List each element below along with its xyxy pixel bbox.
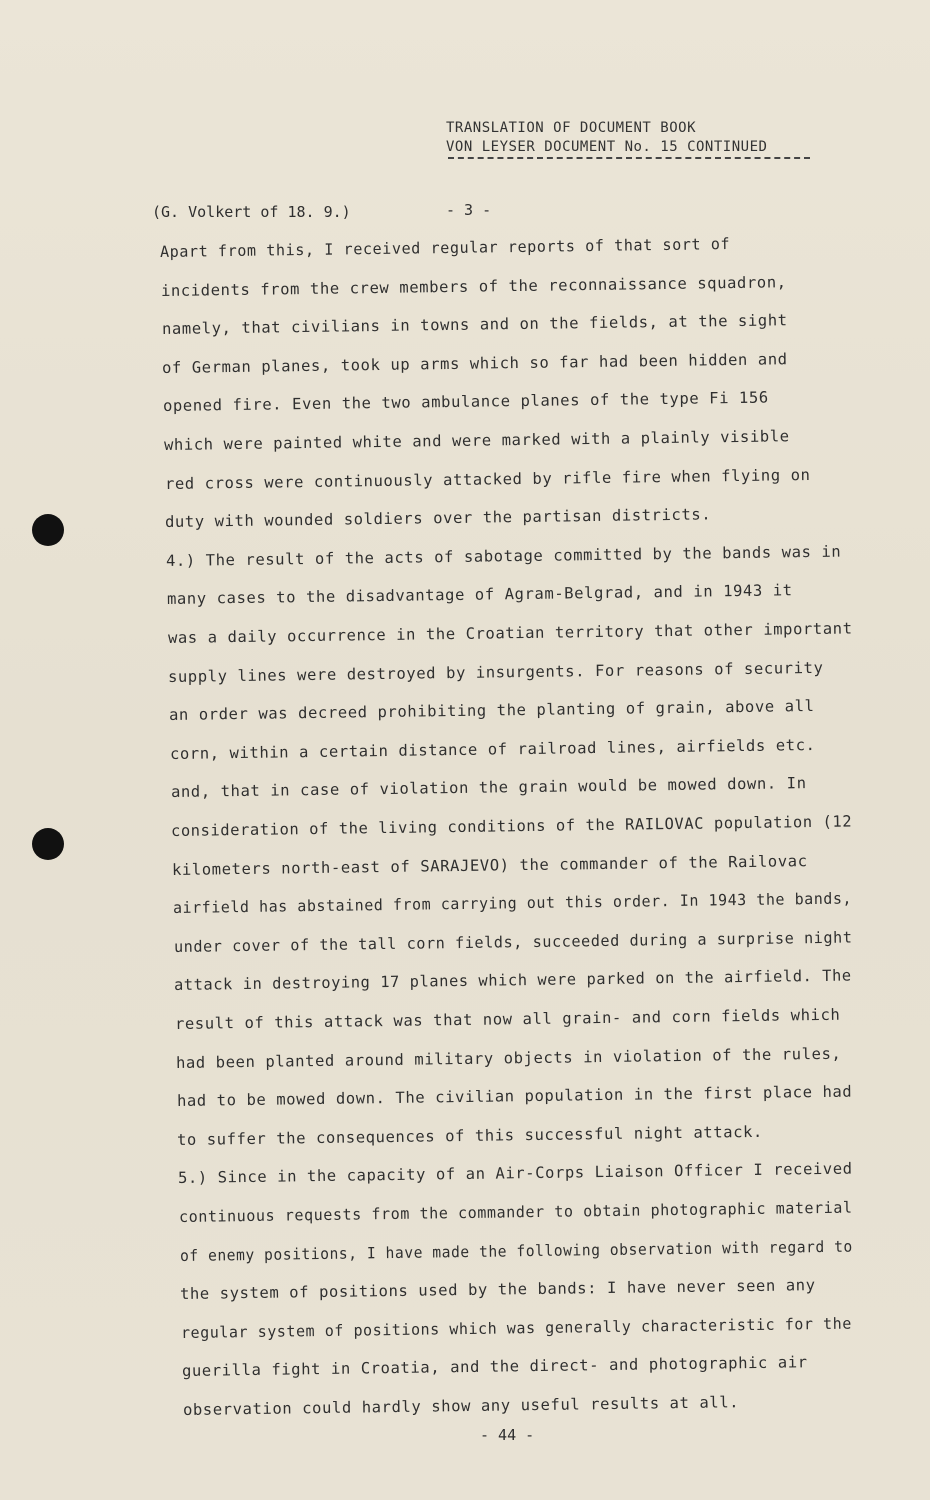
body-line: duty with wounded soldiers over the partisan districts. [165, 505, 712, 532]
body-line: had been planted around military objects in violation of the rules, [175, 1044, 842, 1072]
body-line: 5.) Since in the capacity of an Air-Corps Liaison Officer I received [177, 1159, 853, 1188]
body-line: which were painted white and were marked with a plainly visible [163, 427, 790, 454]
header-title: TRANSLATION OF DOCUMENT BOOK [446, 120, 697, 136]
body-line: under cover of the tall corn fields, succeeded during a surprise night [173, 928, 853, 956]
document-reference: (G. Volkert of 18. 9.) [152, 203, 351, 221]
body-line: namely, that civilians in towns and on the fields, at the sight [161, 311, 788, 339]
body-line: to suffer the consequences of this successful night attack. [177, 1122, 764, 1149]
body-line: consideration of the living conditions of the RAILOVAC population (12 [171, 812, 853, 840]
punch-hole-top [32, 514, 64, 546]
punch-hole-bottom [32, 828, 64, 860]
header-subtitle: VON LEYSER DOCUMENT No. 15 CONTINUED [446, 139, 768, 155]
body-line: airfield has abstained from carrying out this order. In 1943 the bands, [172, 889, 852, 918]
page-marker: - 3 - [446, 201, 492, 219]
body-line: continuous requests from the commander to obtain photographic material [178, 1198, 853, 1226]
body-line: observation could hardly show any useful results at all. [182, 1393, 739, 1419]
body-line: red cross were continuously attacked by rifle fire when flying on [164, 465, 811, 493]
body-line: of enemy positions, I have made the following observation with regard to [179, 1237, 853, 1265]
body-line: and, that in case of violation the grain would be mowed down. In [170, 774, 807, 802]
body-line: opened fire. Even the two ambulance planes of the type Fi 156 [162, 388, 769, 416]
body-line: was a daily occurrence in the Croatian territory that other important [167, 619, 853, 647]
body-line: supply lines were destroyed by insurgents. For reasons of security [168, 658, 824, 686]
body-line: guerilla fight in Croatia, and the direct- and photographic air [181, 1353, 808, 1381]
body-line: result of this attack was that now all grain- and corn fields which [174, 1005, 841, 1033]
body-line: had to be mowed down. The civilian population in the first place had [176, 1082, 852, 1111]
body-line: kilometers north-east of SARAJEVO) the commander of the Railovac [171, 851, 808, 879]
body-line: 4.) The result of the acts of sabotage committed by the bands was in [165, 542, 842, 570]
body-line: Apart from this, I received regular reports of that sort of [159, 235, 731, 261]
body-line: attack in destroying 17 planes which were parked on the airfield. The [174, 966, 853, 995]
header-divider [448, 157, 810, 159]
page-number: - 44 - [480, 1426, 535, 1444]
body-line: many cases to the disadvantage of Agram-Belgrad, and in 1943 it [166, 581, 793, 609]
body-line: of German planes, took up arms which so far had been hidden and [162, 350, 789, 377]
body-line: an order was decreed prohibiting the planting of grain, above all [168, 697, 815, 725]
body-line: corn, within a certain distance of railroad lines, airfields etc. [169, 735, 816, 763]
body-line: regular system of positions which was generally characteristic for the [180, 1314, 852, 1342]
body-line: the system of positions used by the bands: I have never seen any [180, 1276, 816, 1304]
body-line: incidents from the crew members of the reconnaissance squadron, [160, 272, 787, 300]
